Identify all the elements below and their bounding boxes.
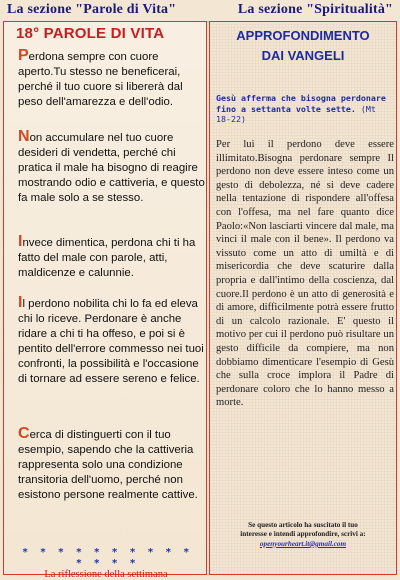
paragraph-il-perdono xyxy=(18,294,206,386)
drop-cap: P xyxy=(18,47,29,64)
paragraph-perdona xyxy=(18,47,206,110)
paragraph-invece xyxy=(18,233,206,281)
drop-cap: N xyxy=(18,128,30,145)
page-header xyxy=(0,0,400,20)
weekly-reflection-label: La riflessione della settimana xyxy=(44,569,168,580)
paragraph-non-accumulare xyxy=(18,128,206,206)
footer-line-1: Se questo articolo ha suscitato il tuo xyxy=(248,521,358,529)
contact-footer xyxy=(210,521,396,549)
drop-cap: I xyxy=(18,233,23,250)
heading-approfondimento: APPROFONDIMENTO xyxy=(236,28,370,43)
article-body: Per lui il perdono deve essere illimitato.Bisogna perdonare sempre Il perdono non deve essere inteso come un gesto di debolezza, né si deve cadere nella tentazione di rispondere all'offesa con l'offesa, ma nel fare quanto dice Paolo:«Non lasciarti vincere dal male, ma vinci il male con il bene». Il perdono va vissuto come un atto di umiltà e di misericordia che deve scaturire dalla propria e dall'intimo della coscienza, dal cuore.Il perdono è un atto di generosità e di amore, difficilmente potrà essere frutto di un calcolo razionale. E' questo il motivo per cui il perdono può risultare un gesto difficile da compiere, ma non dobbiamo dimenticare l'esempio di Gesù che sulla croce implora il Padre di perdonare coloro che lo hanno messo a morte. xyxy=(216,139,394,409)
header-left-section-label: La sezione "Parole di Vita" xyxy=(7,2,177,17)
spiritualita-column xyxy=(209,21,397,575)
drop-cap: I xyxy=(18,294,23,311)
footer-line-2: interesse e intendi approfondire, scrivi a: xyxy=(240,530,366,539)
paragraph-cerca xyxy=(18,425,206,503)
parole-di-vita-column xyxy=(3,21,207,580)
email-link[interactable]: openyourheart.it@gmail.com xyxy=(259,539,347,548)
paragraph-text: erdona sempre con cuore aperto.Tu stesso ne beneficerai, perché il tuo cuore si libererà dal peso dell'amarezza e dell'odio. xyxy=(18,51,183,108)
stars-divider: * * * * * * * * * * * * * * xyxy=(22,547,194,569)
paragraph-text: on accumulare nel tuo cuore desideri di vendetta, perché chi pratica il male ha bisogno di reagire mostrando odio e cattiveria, e questo fa male solo a se stesso. xyxy=(18,132,205,204)
paragraph-text: l perdono nobilita chi lo fa ed eleva chi lo riceve. Perdonare è anche ridare a chi ti ha offeso, e poi si è pentito dell'errore commesso nei tuoi confronti, la possibilità e l'occasione di tornare ad essere sereno e felice. xyxy=(18,298,204,385)
heading-dai-vangeli: DAI VANGELI xyxy=(261,48,345,63)
column-title: 18° PAROLE DI VITA xyxy=(16,25,165,42)
gospel-reference: (Mt 18-22) xyxy=(216,103,376,125)
gospel-subtitle xyxy=(216,93,392,125)
header-right-section-label: La sezione "Spiritualità" xyxy=(237,2,393,17)
subtitle-text: Gesù afferma che bisogna perdonare fino a settanta volte sette. xyxy=(216,93,386,114)
paragraph-text: erca di distinguerti con il tuo esempio, sapendo che la cattiveria rappresenta solo una condizione transitoria dell'uomo, perché non esistono persone realmente cattive. xyxy=(18,429,198,501)
paragraph-text: nvece dimentica, perdona chi ti ha fatto del male con parole, atti, maldicenze e calunnie. xyxy=(18,237,196,279)
drop-cap: C xyxy=(18,425,30,442)
